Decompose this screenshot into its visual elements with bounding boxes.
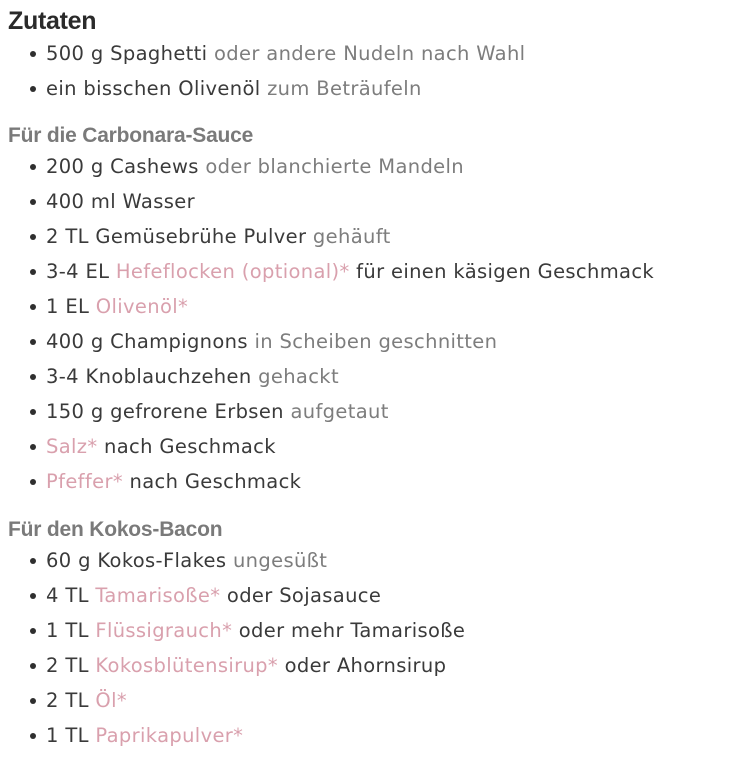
ingredient-name: Champignons — [110, 330, 248, 353]
group-title-kokos-bacon: Für den Kokos-Bacon — [8, 518, 223, 541]
ingredient-item — [8, 324, 742, 359]
ingredient-unit: TL — [65, 619, 89, 642]
ingredient-item — [8, 394, 742, 429]
ingredient-name: ein bisschen Olivenöl — [46, 77, 261, 100]
ingredient-name-link[interactable]: Tamarisoße* — [95, 584, 221, 607]
ingredient-unit: TL — [65, 689, 89, 712]
ingredient-notes: gehackt — [258, 365, 339, 388]
ingredient-unit: g — [90, 155, 104, 178]
ingredient-unit: g — [90, 400, 104, 423]
ingredient-notes: oder Sojasauce — [226, 584, 382, 607]
group-title-carbonara-sauce: Für die Carbonara-Sauce — [8, 124, 254, 147]
ingredient-name: Kokos-Flakes — [97, 549, 227, 572]
ingredient-item — [8, 543, 742, 578]
ingredient-unit: EL — [65, 295, 90, 318]
ingredient-notes: oder andere Nudeln nach Wahl — [214, 42, 526, 65]
ingredient-item — [8, 648, 742, 683]
ingredient-item — [8, 429, 742, 464]
ingredient-notes: gehäuft — [312, 225, 391, 248]
ingredient-item — [8, 36, 742, 71]
ingredient-notes: ungesüßt — [232, 549, 328, 572]
ingredient-amount: 2 — [46, 689, 59, 712]
ingredient-amount: 1 — [46, 619, 59, 642]
ingredient-notes: nach Geschmack — [104, 435, 276, 458]
ingredient-notes: nach Geschmack — [129, 470, 302, 493]
ingredient-group-main — [8, 36, 742, 106]
ingredient-notes: oder blanchierte Mandeln — [205, 155, 465, 178]
ingredient-item — [8, 578, 742, 613]
ingredient-notes: zum Beträufeln — [267, 77, 422, 100]
ingredient-unit: TL — [65, 654, 89, 677]
ingredient-amount: 2 — [46, 654, 59, 677]
ingredient-item — [8, 149, 742, 184]
ingredient-unit: g — [78, 549, 91, 572]
ingredient-amount: 3-4 — [46, 260, 79, 283]
ingredients-title: Zutaten — [8, 7, 97, 35]
ingredient-unit: ml — [90, 190, 116, 213]
ingredient-unit: g — [90, 42, 104, 65]
ingredient-notes: oder mehr Tamarisoße — [238, 619, 466, 642]
ingredient-item — [8, 254, 742, 289]
ingredient-amount: 500 — [46, 42, 85, 65]
ingredient-item — [8, 464, 742, 499]
ingredient-amount: 3-4 — [46, 365, 79, 388]
ingredient-name-link[interactable]: Kokosblütensirup* — [95, 654, 278, 677]
ingredient-name-link[interactable]: Olivenöl* — [95, 295, 189, 318]
ingredient-item — [8, 718, 742, 753]
ingredient-amount: 200 — [46, 155, 85, 178]
ingredient-item — [8, 289, 742, 324]
ingredient-amount: 400 — [46, 190, 85, 213]
ingredient-notes: aufgetaut — [290, 400, 389, 423]
ingredient-name: Wasser — [122, 190, 195, 213]
ingredient-notes: für einen käsigen Geschmack — [356, 260, 655, 283]
ingredient-name-link[interactable]: Hefeflocken (optional)* — [115, 260, 350, 283]
ingredient-name-link[interactable]: Salz* — [46, 435, 98, 458]
ingredient-name-link[interactable]: Pfeffer* — [46, 470, 123, 493]
ingredient-name: gefrorene Erbsen — [110, 400, 284, 423]
ingredient-name-link[interactable]: Paprikapulver* — [95, 724, 244, 747]
ingredient-amount: 60 — [46, 549, 72, 572]
ingredient-name: Spaghetti — [110, 42, 208, 65]
ingredient-item — [8, 613, 742, 648]
ingredient-name: Gemüsebrühe Pulver — [95, 225, 307, 248]
ingredient-amount: 400 — [46, 330, 85, 353]
ingredient-group-kokos-bacon — [8, 543, 742, 753]
ingredient-notes: in Scheiben geschnitten — [254, 330, 498, 353]
ingredient-notes: oder Ahornsirup — [284, 654, 447, 677]
ingredient-item — [8, 683, 742, 718]
ingredient-item — [8, 219, 742, 254]
ingredient-name-link[interactable]: Öl* — [95, 689, 127, 712]
ingredient-unit: TL — [65, 584, 89, 607]
ingredient-unit: EL — [85, 260, 110, 283]
ingredient-amount: 1 — [46, 724, 59, 747]
ingredient-amount: 150 — [46, 400, 85, 423]
ingredient-name-link[interactable]: Flüssigrauch* — [95, 619, 233, 642]
ingredient-item — [8, 184, 742, 219]
ingredient-amount: 2 — [46, 225, 59, 248]
ingredient-unit: g — [90, 330, 104, 353]
ingredient-unit: TL — [65, 225, 89, 248]
ingredient-name: Knoblauchzehen — [85, 365, 252, 388]
ingredient-group-carbonara-sauce — [8, 149, 742, 499]
ingredient-unit: TL — [65, 724, 89, 747]
ingredient-amount: 1 — [46, 295, 59, 318]
ingredient-item — [8, 359, 742, 394]
ingredient-name: Cashews — [110, 155, 199, 178]
ingredient-amount: 4 — [46, 584, 59, 607]
ingredient-item — [8, 71, 742, 106]
